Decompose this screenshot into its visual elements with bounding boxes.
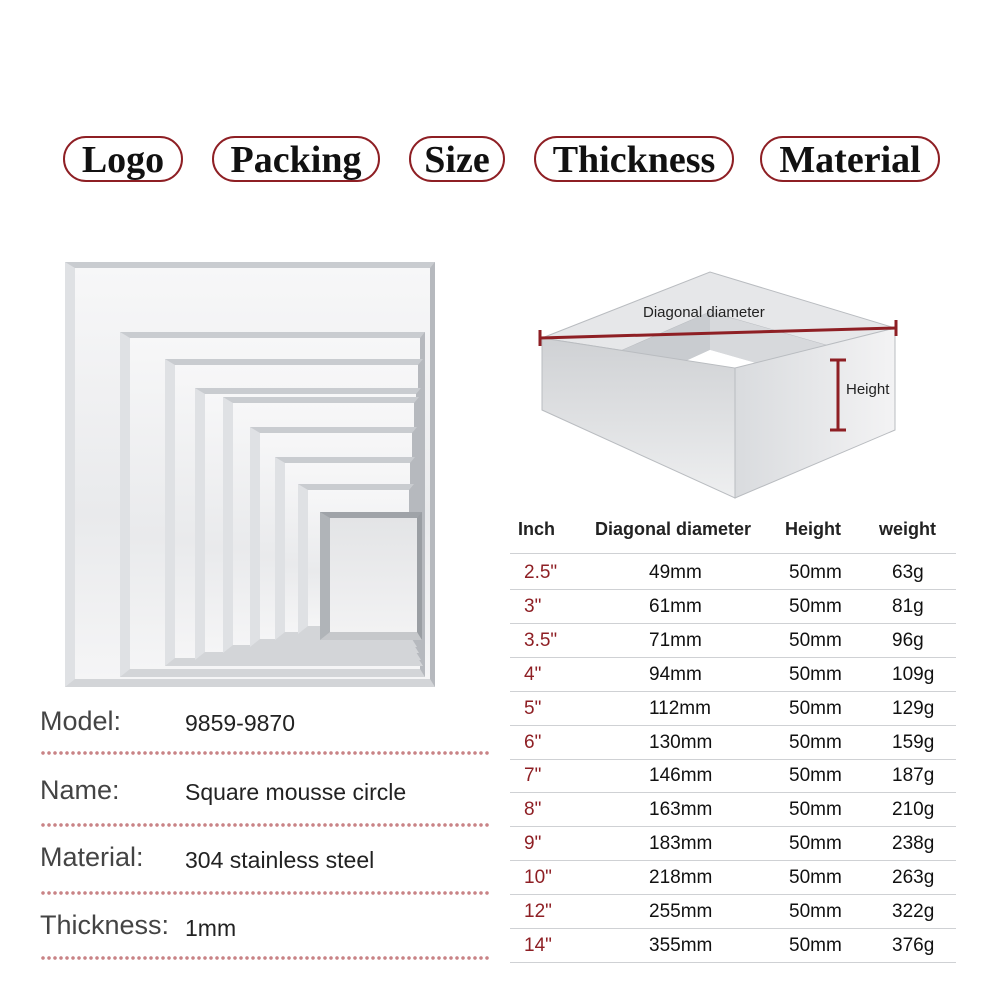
size-pill: Size bbox=[409, 136, 505, 182]
name-label: Name: bbox=[40, 775, 120, 805]
cell-weight: 159g bbox=[892, 731, 935, 753]
cell-height: 50mm bbox=[789, 697, 842, 719]
cell-inch: 12" bbox=[524, 901, 552, 922]
table-row bbox=[510, 895, 956, 929]
cell-height: 50mm bbox=[789, 562, 842, 583]
table-row bbox=[510, 590, 956, 624]
cell-weight: 376g bbox=[892, 934, 935, 956]
cell-diagonal: 112mm bbox=[649, 697, 711, 719]
cell-diagonal: 355mm bbox=[649, 934, 713, 956]
thickness-label: Thickness: bbox=[40, 910, 170, 940]
cell-diagonal: 49mm bbox=[649, 562, 702, 583]
cell-diagonal: 183mm bbox=[649, 833, 713, 855]
cell-weight: 263g bbox=[892, 867, 935, 889]
cell-height: 50mm bbox=[789, 765, 842, 787]
cell-height: 50mm bbox=[789, 901, 842, 922]
cell-inch: 7" bbox=[524, 765, 542, 787]
table-row bbox=[510, 929, 956, 963]
cell-height: 50mm bbox=[789, 867, 842, 889]
divider-wavy bbox=[40, 955, 490, 961]
logo-pill: Logo bbox=[63, 136, 183, 182]
header-inch: Inch bbox=[518, 519, 556, 539]
name-value: Square mousse circle bbox=[185, 779, 407, 805]
cell-inch: 9" bbox=[524, 833, 542, 855]
cell-weight: 96g bbox=[892, 629, 924, 651]
cell-height: 50mm bbox=[789, 731, 842, 753]
cell-inch: 2.5" bbox=[524, 562, 558, 583]
cell-diagonal: 71mm bbox=[649, 629, 702, 651]
cell-weight: 187g bbox=[892, 765, 935, 787]
cell-weight: 238g bbox=[892, 833, 935, 855]
table-row bbox=[510, 658, 956, 692]
table-row bbox=[510, 861, 956, 895]
header-diagonal: Diagonal diameter bbox=[595, 519, 752, 539]
cell-weight: 322g bbox=[892, 901, 935, 922]
thickness-pill: Thickness bbox=[534, 136, 734, 182]
table-row bbox=[510, 793, 956, 827]
cell-diagonal: 94mm bbox=[649, 663, 702, 685]
divider-wavy bbox=[40, 822, 490, 828]
table-row bbox=[510, 556, 956, 590]
cell-weight: 109g bbox=[892, 663, 935, 685]
cell-inch: 3.5" bbox=[524, 629, 558, 651]
table-row bbox=[510, 726, 956, 760]
cell-inch: 14" bbox=[524, 934, 552, 956]
cell-inch: 3" bbox=[524, 595, 542, 617]
cell-diagonal: 61mm bbox=[649, 595, 702, 617]
cell-diagonal: 130mm bbox=[649, 731, 713, 753]
cell-inch: 6" bbox=[524, 731, 542, 753]
cell-inch: 4" bbox=[524, 663, 542, 685]
header-weight: weight bbox=[879, 519, 936, 539]
cell-diagonal: 255mm bbox=[649, 901, 713, 922]
cell-inch: 5" bbox=[524, 697, 542, 719]
divider-wavy bbox=[40, 750, 490, 756]
height-label: Height bbox=[846, 381, 890, 398]
material-value: 304 stainless steel bbox=[185, 847, 375, 873]
cell-diagonal: 146mm bbox=[649, 765, 713, 787]
diagonal-diameter-label: Diagonal diameter bbox=[643, 304, 765, 321]
cell-inch: 8" bbox=[524, 799, 542, 821]
cell-diagonal: 218mm bbox=[649, 867, 713, 889]
cell-weight: 63g bbox=[892, 562, 924, 583]
model-label: Model: bbox=[40, 706, 122, 736]
table-header-divider bbox=[510, 553, 956, 554]
cell-height: 50mm bbox=[789, 663, 842, 685]
cell-weight: 81g bbox=[892, 595, 924, 617]
table-row bbox=[510, 759, 956, 793]
product-image-nested-squares bbox=[60, 262, 440, 687]
table-row bbox=[510, 624, 956, 658]
header-height: Height bbox=[785, 519, 841, 539]
model-value: 9859-9870 bbox=[185, 710, 295, 736]
cell-diagonal: 163mm bbox=[649, 799, 713, 821]
cell-height: 50mm bbox=[789, 934, 842, 956]
table-row bbox=[510, 692, 956, 726]
divider-wavy bbox=[40, 890, 490, 896]
cell-inch: 10" bbox=[524, 867, 552, 889]
cell-height: 50mm bbox=[789, 833, 842, 855]
ring-frame-2-5 bbox=[320, 512, 422, 640]
cell-height: 50mm bbox=[789, 799, 842, 821]
table-row bbox=[510, 827, 956, 861]
packing-pill: Packing bbox=[212, 136, 380, 182]
cell-weight: 129g bbox=[892, 697, 935, 719]
cell-height: 50mm bbox=[789, 595, 842, 617]
cell-height: 50mm bbox=[789, 629, 842, 651]
thickness-value: 1mm bbox=[185, 915, 237, 941]
material-label: Material: bbox=[40, 842, 144, 872]
material-pill: Material bbox=[760, 136, 940, 182]
cell-weight: 210g bbox=[892, 799, 935, 821]
